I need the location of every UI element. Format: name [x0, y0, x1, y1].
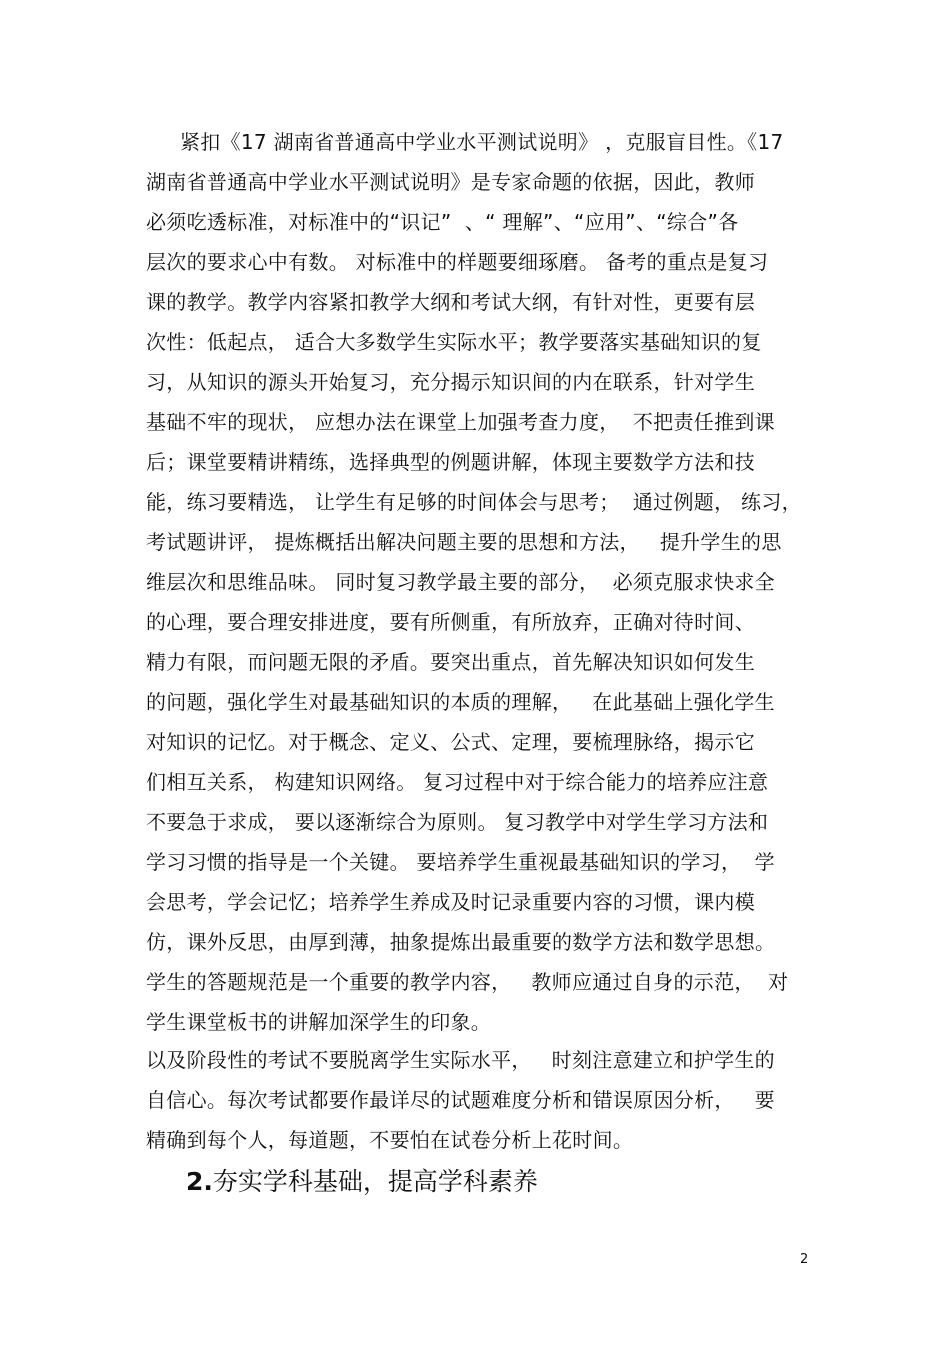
body-line: 基础不牢的现状， 应想办法在课堂上加强考查力度， 不把责任推到课	[146, 410, 775, 434]
body-line: 精确到每个人，每道题，不要怕在试卷分析上花时间。	[146, 1128, 634, 1152]
page-number: 2	[800, 1252, 809, 1267]
body-line: 学生的答题规范是一个重要的教学内容， 教师应通过自身的示范， 对	[146, 970, 789, 994]
body-line: 会思考，学会记忆；培养学生养成及时记录重要内容的习惯，课内模	[146, 890, 755, 914]
body-line: 自信心。每次考试都要作最详尽的试题难度分析和错误原因分析， 要	[146, 1088, 775, 1112]
body-line: 精力有限，而问题无限的矛盾。要突出重点，首先解决知识如何发生	[146, 650, 755, 674]
body-line: 学习习惯的指导是一个关键。 要培养学生重视最基础知识的学习， 学	[146, 850, 775, 874]
body-line: 维层次和思维品味。 同时复习教学最主要的部分， 必须克服求快求全	[146, 570, 775, 594]
body-line: 的心理，要合理安排进度，要有所侧重，有所放弃，正确对待时间、	[146, 610, 755, 634]
body-line: 的问题，强化学生对最基础知识的本质的理解， 在此基础上强化学生	[146, 690, 775, 714]
body-line: 对知识的记忆。对于概念、定义、公式、定理，要梳理脉络，揭示它	[146, 730, 755, 754]
body-line: 仿，课外反思，由厚到薄，抽象提炼出最重要的数学方法和数学思想。	[146, 930, 776, 954]
body-line: 能，练习要精选， 让学生有足够的时间体会与思考； 通过例题， 练习，	[146, 490, 802, 514]
body-line: 习，从知识的源头开始复习，充分揭示知识间的内在联系，针对学生	[146, 370, 755, 394]
body-line: 层次的要求心中有数。 对标准中的样题要细琢磨。 备考的重点是复习	[146, 250, 769, 274]
body-line: 不要急于求成， 要以逐渐综合为原则。 复习教学中对学生学习方法和	[146, 810, 769, 834]
section-heading	[186, 1165, 538, 1199]
body-line: 紧扣《17 湖南省普通高中学业水平测试说明》 ，克服盲目性。《17	[180, 130, 784, 154]
body-line: 必须吃透标准，对标准中的“识记” 、“ 理解”、“应用”、“综合”各	[146, 210, 739, 234]
body-line: 课的教学。教学内容紧扣教学大纲和考试大纲，有针对性，更要有层	[146, 290, 755, 314]
body-line: 学生课堂板书的讲解加深学生的印象。	[146, 1010, 492, 1034]
body-line: 次性：低起点， 适合大多数学生实际水平；教学要落实基础知识的复	[146, 330, 762, 354]
section-heading-number: 2.	[186, 1167, 213, 1196]
body-line: 们相互关系， 构建知识网络。 复习过程中对于综合能力的培养应注意	[146, 770, 769, 794]
body-line: 湖南省普通高中学业水平测试说明》是专家命题的依据，因此，教师	[146, 170, 755, 194]
body-line: 后；课堂要精讲精练，选择典型的例题讲解，体现主要数学方法和技	[146, 450, 755, 474]
section-heading-text: 夯实学科基础，提高学科素养	[212, 1167, 538, 1196]
body-line: 以及阶段性的考试不要脱离学生实际水平， 时刻注意建立和护学生的	[146, 1048, 775, 1072]
body-line: 考试题讲评， 提炼概括出解决问题主要的思想和方法， 提升学生的思	[146, 530, 782, 554]
